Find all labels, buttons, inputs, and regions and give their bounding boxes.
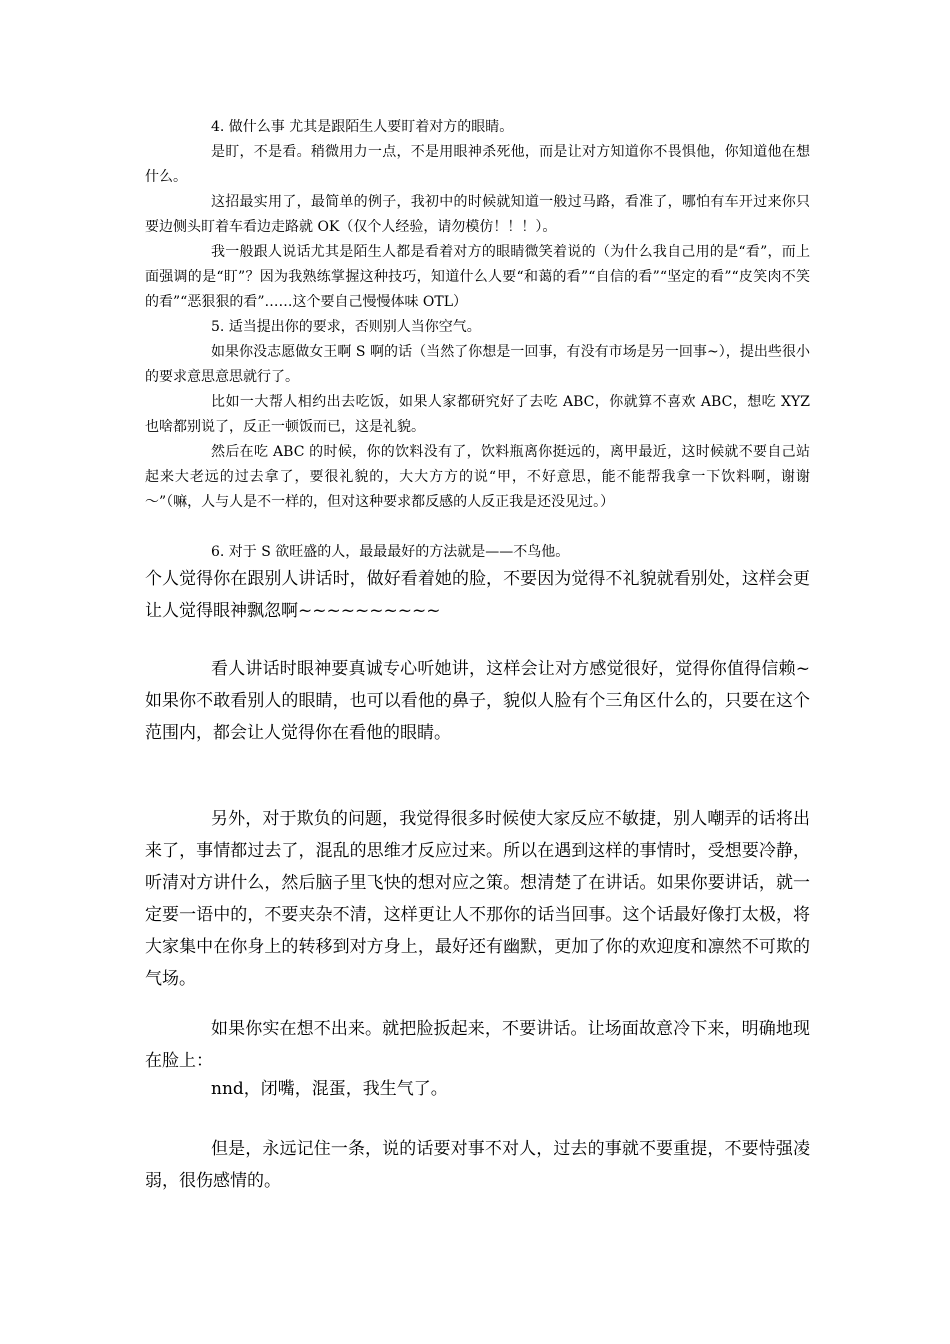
- paragraph-smile-while-talking: 我一般跟人说话尤其是陌生人都是看着对方的眼睛微笑着说的（为什么我自己用的是“看”，而上面强调的是“盯”？因为我熟练掌握这种技巧，知道什么人要“和蔼的看”“自信的看”“坚定的看”“皮笑肉不笑的看”“恶狠狠的看”……这个要自己慢慢体味 OTL）: [145, 244, 810, 310]
- paragraph-final-advice: 但是，永远记住一条，说的话要对事不对人，过去的事就不要重提，不要恃强凌弱，很伤感情的。: [145, 1139, 810, 1191]
- paragraph-dinner-example: 比如一大帮人相约出去吃饭，如果人家都研究好了去吃 ABC，你就算不喜欢 ABC，想吃 XYZ 也啥都别说了，反正一顿饭而已，这是礼貌。: [145, 394, 810, 435]
- paragraph-look-at-face: 个人觉得你在跟别人讲话时，做好看着她的脸，不要因为觉得不礼貌就看别处，这样会更让人觉得眼神飘忽啊~~~~~~~~~~: [145, 569, 810, 621]
- paragraph-angry-quote: nnd，闭嘴，混蛋，我生气了。: [211, 1079, 448, 1099]
- paragraph-bullying-response: 另外，对于欺负的问题，我觉得很多时候使大家反应不敏捷，别人嘲弄的话将出来了，事情都过去了，混乱的思维才反应过来。所以在遇到这样的事情时，受想要冷静，听清对方讲什么，然后脑子里飞快的想对应之策。想清楚了在讲话。如果你要讲话，就一定要一语中的，不要夹杂不清，这样更让人不那你的话当回事。这个话最好像打太极，将大家集中在你身上的转移到对方身上，最好还有幽默，更加了你的欢迎度和凛然不可欺的气场。: [145, 809, 810, 989]
- paragraph-point-6-heading: 6. 对于 S 欲旺盛的人，最最最好的方法就是——不鸟他。: [211, 544, 570, 560]
- paragraph-point-4-heading: 4. 做什么事 尤其是跟陌生人要盯着对方的眼睛。: [211, 119, 514, 135]
- paragraph-small-requests: 如果你没志愿做女王啊 S 啊的话（当然了你想是一回事，有没有市场是另一回事~），提出些很小的要求意思意思就行了。: [145, 344, 810, 385]
- paragraph-crossing-road-example: 这招最实用了，最简单的例子，我初中的时候就知道一般过马路，看准了，哪怕有车开过来你只要边侧头盯着车看边走路就 OK（仅个人经验，请勿模仿！！！）。: [145, 194, 810, 235]
- paragraph-cold-face: 如果你实在想不出来。就把脸扳起来，不要讲话。让场面故意冷下来，明确地现在脸上：: [145, 1019, 810, 1071]
- paragraph-drink-example: 然后在吃 ABC 的时候，你的饮料没有了，饮料瓶离你挺远的，离甲最近，这时候就不要自己站起来大老远的过去拿了，要很礼貌的，大大方方的说“甲，不好意思，能不能帮我拿一下饮料啊，谢谢～”（嘛，人与人是不一样的，但对这种要求都反感的人反正我是还没见过。）: [145, 444, 810, 510]
- paragraph-point-5-heading: 5. 适当提出你的要求，否则别人当你空气。: [211, 319, 481, 335]
- paragraph-stare-explanation: 是盯，不是看。稍微用力一点，不是用眼神杀死他，而是让对方知道你不畏惧他，你知道他在想什么。: [145, 144, 810, 185]
- paragraph-sincere-eyes: 看人讲话时眼神要真诚专心听她讲，这样会让对方感觉很好，觉得你值得信赖~ 如果你不敢看别人的眼睛，也可以看他的鼻子，貌似人脸有个三角区什么的，只要在这个范围内，都会让人觉得你在看他的眼睛。: [145, 659, 810, 743]
